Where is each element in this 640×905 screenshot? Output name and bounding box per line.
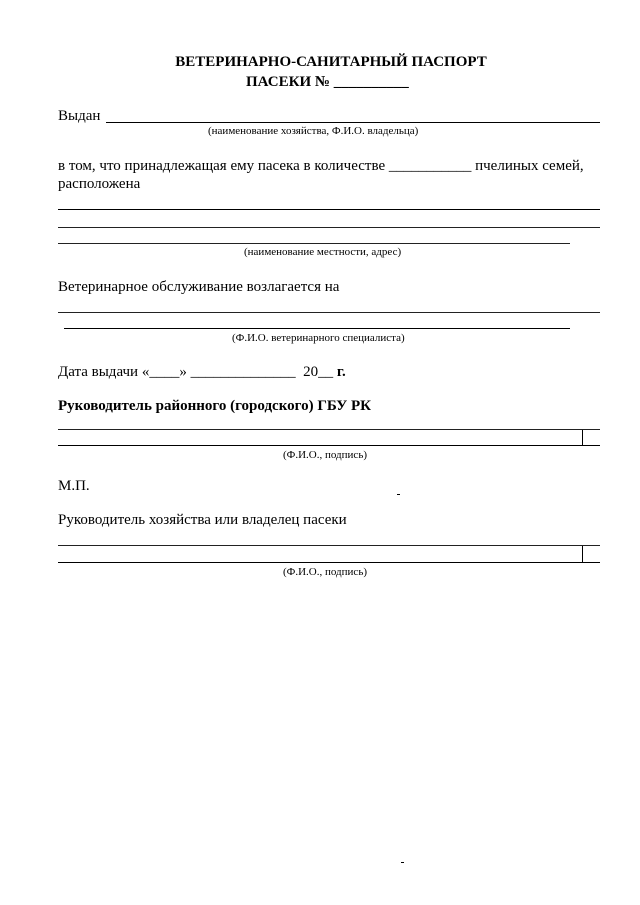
farm-head-caption: (Ф.И.О., подпись) (283, 566, 367, 578)
issue-year-suffix: г. (336, 364, 346, 380)
vet-line-1[interactable] (58, 312, 600, 313)
address-line-1[interactable] (58, 209, 600, 210)
title-line-1: ВЕТЕРИНАРНО-САНИТАРНЫЙ ПАСПОРТ (175, 54, 487, 70)
issue-month-blank[interactable]: ______________ (190, 364, 296, 380)
farm-head-line-2[interactable] (58, 562, 600, 563)
ownership-prefix: в том, что принадлежащая ему пасека в количестве (58, 158, 386, 174)
farm-head-line-1[interactable] (58, 545, 600, 546)
vet-caption: (Ф.И.О. ветеринарного специалиста) (232, 332, 405, 344)
scan-speck (397, 494, 400, 495)
scan-speck-bottom (401, 862, 404, 863)
address-caption: (наименование местности, адрес) (244, 246, 402, 258)
margin-tick-mark (582, 430, 583, 446)
issued-to-line[interactable] (106, 122, 600, 123)
issue-day-blank[interactable]: ____ (149, 364, 180, 380)
farm-head-label: Руководитель хозяйства или владелец пасеки (58, 512, 347, 528)
margin-tick-mark-2 (582, 546, 583, 563)
address-line-2[interactable] (58, 227, 600, 228)
address-line-3[interactable] (58, 243, 570, 244)
issue-year-prefix: 20 (303, 364, 319, 380)
stamp-label: М.П. (58, 478, 90, 494)
district-head-caption: (Ф.И.О., подпись) (283, 449, 367, 461)
issue-date-label: Дата выдачи « (58, 364, 150, 380)
district-head-line-2[interactable] (58, 445, 600, 446)
district-head-label: Руководитель районного (городского) ГБУ РК (58, 398, 372, 414)
located-label: расположена (58, 176, 141, 192)
issue-year-blank[interactable]: __ (318, 364, 334, 380)
ownership-text (58, 158, 584, 175)
issue-date (58, 364, 346, 381)
apiary-number-blank[interactable]: __________ (333, 74, 409, 90)
document-title (0, 54, 640, 71)
district-head-line-1[interactable] (58, 429, 600, 430)
vet-line-2[interactable] (64, 328, 570, 329)
ownership-suffix: пчелиных семей, (475, 158, 584, 174)
document-subtitle (246, 74, 409, 91)
issue-date-close-quote: » (179, 364, 187, 380)
issued-caption: (наименование хозяйства, Ф.И.О. владельца) (208, 125, 419, 137)
title-line-2: ПАСЕКИ № (246, 74, 330, 90)
hive-count-blank[interactable]: ___________ (388, 158, 472, 174)
issued-label: Выдан (58, 108, 101, 124)
vet-service-label: Ветеринарное обслуживание возлагается на (58, 279, 340, 295)
